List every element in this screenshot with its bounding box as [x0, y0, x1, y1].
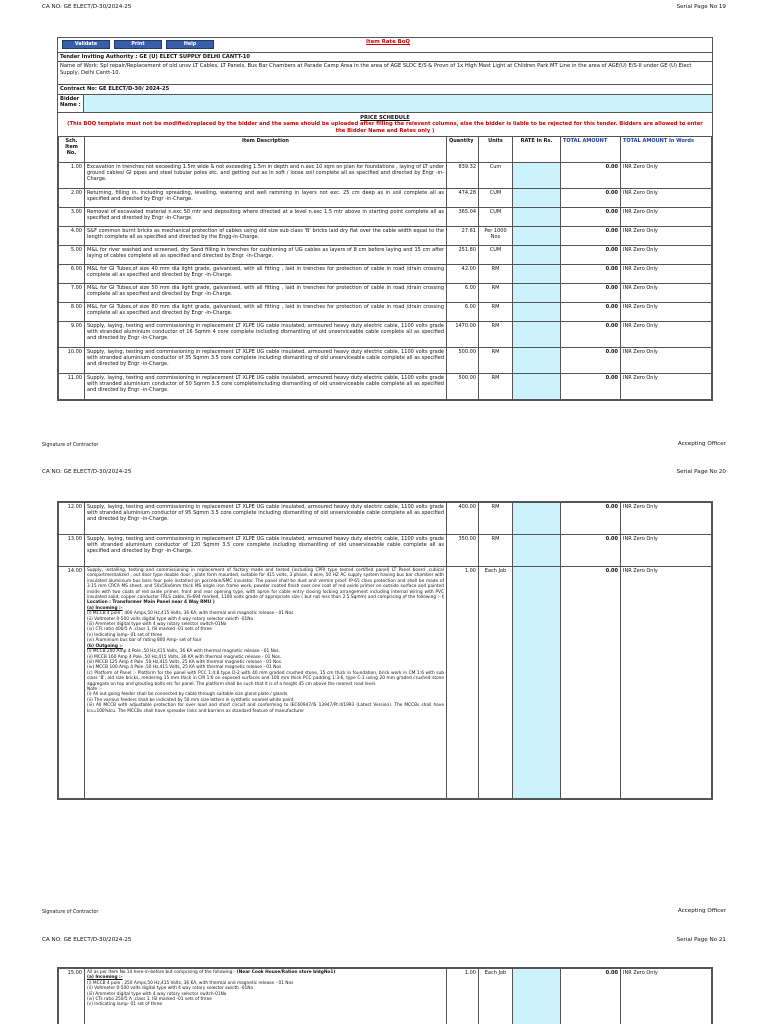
item-number: 10.00 [59, 348, 85, 374]
rate-input[interactable] [513, 208, 561, 227]
item-description: Supply, laying, testing and commissioning in replacement LT XLPE UG cable insulated, armoured heavy duty electric cable, 1100 volts grade with stranded aluminium conductor of 35 Sqmm 3.5 core complete including dismantling of old unserviceable cable complete all as specified and directed by Engr -in-Charge. [85, 348, 447, 374]
col-description: Item Description [85, 137, 447, 163]
item-amount-words: INR Zero Only [621, 503, 712, 535]
rate-input[interactable] [513, 567, 561, 799]
boq-frame [57, 37, 713, 401]
item-quantity: 27.61 [447, 227, 479, 246]
item-amount-words: INR Zero Only [621, 208, 712, 227]
item-unit: RM [479, 535, 513, 567]
item-number: 1.00 [59, 163, 85, 189]
rate-input[interactable] [513, 374, 561, 400]
item-amount-words: INR Zero Only [621, 567, 712, 799]
spec-line: (ii) Voltmeter 0-500 volts digital type with 4 way rotary selector swicth -01No [87, 616, 254, 622]
col-sch-item: Sch. Item No. [59, 137, 85, 163]
item-description: Returning, filling in, including spreading, levelling, watering and well ramming in layers not exc. 25 cm deep as in soil complete all as specified and directed by Engr -in-Charge. [85, 189, 447, 208]
name-of-work: Name of Work: Spl repair/Replacement of old unsv LT Cables, LT Panels, Bus Bar Chambers at Parade Camp Area in the area of AGE SLDC E/S & Provn of 1x High Mast Light at Children Park MT Line in the area of AGE(U) E/S-II under GE (U) Elect Supply, Delhi Cantt-10. [58, 61, 712, 84]
item-total-amount: 0.00 [561, 189, 621, 208]
item-total-amount: 0.00 [561, 227, 621, 246]
ca-number: CA NO: GE ELECT/D-30/2024-25 [42, 4, 132, 10]
table-row [59, 246, 712, 265]
item-total-amount: 0.00 [561, 322, 621, 348]
table-row [59, 503, 712, 535]
spec-line: (i) MCCB 4 pole , 250 Amps,50 Hz,415 Volts, 36 KA, with thermal and magnetic release - 01 Nos [87, 980, 294, 986]
table-row [59, 163, 712, 189]
item-amount-words: INR Zero Only [621, 246, 712, 265]
item-total-amount: 0.00 [561, 284, 621, 303]
item-amount-words: INR Zero Only [621, 189, 712, 208]
spec-line: (a) Incoming :- [87, 975, 123, 981]
ca-number: CA NO: GE ELECT/D-30/2024-25 [42, 937, 132, 943]
item-unit: RM [479, 265, 513, 284]
item-unit: CUM [479, 208, 513, 227]
item-quantity: 474.28 [447, 189, 479, 208]
item-location: (Near Cook House/Ration store bldgNo1) [236, 970, 336, 975]
spec-line: (a) Incoming :- [87, 605, 123, 611]
item-description: M&L for GI Tubes,of size 50 mm dia light grade, galvanised, with all fitting , laid in trenches for protection of cable in road /drain crossing complete all as specified and directed by Engr -in-Charge. [85, 284, 447, 303]
table-header-row [59, 137, 712, 163]
toolbar [58, 38, 712, 52]
rate-input[interactable] [513, 348, 561, 374]
ca-number: CA NO: GE ELECT/D-30/2024-25 [42, 469, 132, 475]
bidder-name-input[interactable] [84, 95, 712, 112]
item-unit: CUM [479, 246, 513, 265]
item-description: M&L for GI Tubes,of size 80 mm dia light grade, galvanised, with all fitting , laid in trenches for protection of cable in road /drain crossing complete all as specified and directed by Engr -in-Charge. [85, 303, 447, 322]
boq-table [58, 136, 712, 400]
price-schedule-title: PRICE SCHEDULE [360, 114, 410, 121]
table-row [59, 284, 712, 303]
item-amount-words: INR Zero Only [621, 163, 712, 189]
item-unit: Each Job [479, 567, 513, 799]
print-button[interactable]: Print [114, 40, 162, 49]
item-unit: RM [479, 503, 513, 535]
table-row [59, 535, 712, 567]
table-row [59, 969, 712, 1024]
table-row [59, 567, 712, 799]
tender-authority: Tender Inviting Authority : GE (U) ELECT SUPPLY DELHI CANTT-10 [58, 52, 712, 61]
item-unit: RM [479, 374, 513, 400]
item-quantity: 365.04 [447, 208, 479, 227]
item-total-amount: 0.00 [561, 969, 621, 1024]
spec-line: (iii) Ammeter digital type with 4 way rotary selector switch-01No [87, 622, 227, 628]
item-quantity: 6.00 [447, 284, 479, 303]
item-location: ( Location : Transformer Main Panel near 4 Way RMU ) [87, 595, 444, 606]
col-rate: RATE In Rs. [513, 137, 561, 163]
bidder-row [58, 94, 712, 112]
item-description: S&F common burnt bricks as mechanical protection of cables using old size sub class 'B' bricks laid dry flat over the cable width equal to the length complete all as specified and directed by the Engg-in-Charge. [85, 227, 447, 246]
item-total-amount: 0.00 [561, 535, 621, 567]
boq-frame [57, 501, 713, 800]
table-body [59, 969, 712, 1024]
price-schedule-header [58, 112, 712, 136]
item-unit: RM [479, 303, 513, 322]
page-header [42, 469, 726, 479]
boq-table [58, 502, 712, 799]
spec-line: (v) Indicating lamp- 01 set of three [87, 1002, 163, 1008]
boq-frame [57, 967, 713, 1024]
validate-button[interactable]: Validate [62, 40, 110, 49]
spec-line: (i) MCCB 4 pole , 400 Amps,50 Hz,415 Volts, 36 KA, with thermal and magnetic release - 01 Nos [87, 611, 294, 617]
item-total-amount: 0.00 [561, 303, 621, 322]
page-header [42, 4, 726, 14]
rate-input[interactable] [513, 969, 561, 1024]
item-description: Supply, laying, testing and commissioning in replacement LT XLPE UG cable insulated, armoured heavy duty electric cable, 1100 volts grade with stranded aluminium conductor of 95 Sqmm 3.5 core complete including dismantling of old unserviceable cable complete all as specified and directed by Engr -in-Charge. [85, 503, 447, 535]
rate-input[interactable] [513, 535, 561, 567]
item-unit: CUM [479, 189, 513, 208]
item-quantity: 1470.00 [447, 322, 479, 348]
item-amount-words: INR Zero Only [621, 348, 712, 374]
item-number: 3.00 [59, 208, 85, 227]
item-unit: RM [479, 284, 513, 303]
table-row [59, 189, 712, 208]
col-total-amount: TOTAL AMOUNT [561, 137, 621, 163]
col-units: Units [479, 137, 513, 163]
item-number: 6.00 [59, 265, 85, 284]
item-amount-words: INR Zero Only [621, 284, 712, 303]
spec-line: (vi) Aluminium bus bar of rating 800 Amp- set of four [87, 638, 202, 644]
rate-input[interactable] [513, 189, 561, 208]
table-row [59, 322, 712, 348]
item-amount-words: INR Zero Only [621, 374, 712, 400]
item-unit: RM [479, 322, 513, 348]
rate-input[interactable] [513, 163, 561, 189]
item-quantity: 1.00 [447, 969, 479, 1024]
spec-line: (iii) MCCB 125 Amp 4 Pole ,50 Hz,415 Volts, 25 KA with thermal magnetic release - 01 Nos. [87, 659, 283, 665]
table-row [59, 208, 712, 227]
table-row [59, 348, 712, 374]
item-number: 2.00 [59, 189, 85, 208]
serial-page: Serial Page No 19 [676, 4, 726, 10]
item-description [85, 567, 447, 799]
table-body [59, 163, 712, 400]
price-schedule-warning: (This BOQ template must not be modified/replaced by the bidder and the same should be uploaded after filling the relevent columns, else the bidder is liable to be rejected for this tender. Bidders are allowed to enter the Bidder Name and Rates only ) [67, 121, 703, 134]
rate-input[interactable] [513, 303, 561, 322]
spec-line: Note :- [87, 686, 102, 692]
item-number: 12.00 [59, 503, 85, 535]
item-unit: RM [479, 348, 513, 374]
item-description [85, 969, 447, 1024]
signature-of-contractor: Signature of Contractor [42, 443, 99, 448]
item-amount-words: INR Zero Only [621, 322, 712, 348]
item-total-amount: 0.00 [561, 348, 621, 374]
serial-page: Serial Page No 21 [676, 937, 726, 943]
spec-line: (iv) MCCB 100 Amp 4 Pole ,50 Hz,415 Volts, 25 KA with thermal magnetic release - 01 Nos [87, 665, 282, 671]
item-total-amount: 0.00 [561, 208, 621, 227]
item-total-amount: 0.00 [561, 374, 621, 400]
spec-line: (ii) MCCB 160 Amp 4 Pole ,50 Hz,415 Volts, 36 KA with thermal magnetic release - 01 Nos. [87, 654, 282, 660]
item-quantity: 500.00 [447, 374, 479, 400]
spec-line: (iv) CTs ratio 400/5 A ,class 1, ISI marked -01 sets of three [87, 627, 212, 633]
spec-line: (i) All out going feeder shall be connected by cable through suitable size gland plate / glands. [87, 692, 289, 698]
item-description: Supply, laying, testing and commissioning in replacement LT XLPE UG cable insulated, armoured heavy duty electric cable, 1100 volts grade with stranded aluminium conductor of 120 Sqmm 3.5 core complete including dismantling of old unserviceable cable complete all as specified and directed by Engr -in-Charge. [85, 535, 447, 567]
item-number: 7.00 [59, 284, 85, 303]
accepting-officer: Accepting Officer [677, 441, 726, 447]
item-intro: Supply, installing, testing and commissioning in replacement of factory made and tested (including CPRI type tested certified panel) LT Panel board ,cubical compartmentalized , out door type double door , plate form mounted, suitable for 415 volts, 3 phase, 4 wire, 50 HZ AC supply system having bus bar chamber with insulated aluminium bus bars four pole installed on porcelain/SMC insulator. The panel shall be dust and vermin proof. IP-65 class protection and shell be made of 3.15 mm CRCA MS sheet, and 50x50x6mm thick MS angle iron frame work, powder coated finish over one coat of red oxide primer on outside surface and painted inside with two coats of red oxide primer, front and rear opening type, with apron for cable entry closing locking arrangement including internal wiring with PVC insulated solid, copper conductor FRLS cable, IS-694 marked, 1100 volts grade of appropriate size ( but not less than 2.5 Sqmm) and comprising of the following :- [87, 568, 444, 601]
item-quantity: 500.00 [447, 348, 479, 374]
table-row [59, 265, 712, 284]
item-description: Removal of excavated material n.exc 50 mtr and depositing where directed at a level n.exc 1.5 mtr above in starting point complete all as specified and directed by Engr -in-Charge. [85, 208, 447, 227]
item-amount-words: INR Zero Only [621, 303, 712, 322]
spec-line: (ii) Voltmeter 0-500 volts digital type with 4 way rotary selector swicth -01No [87, 986, 254, 992]
table-row [59, 374, 712, 400]
table-row [59, 303, 712, 322]
spec-line: (b) Outgoing :- [87, 643, 123, 649]
spec-line: (i) MCCB 200 Amp 4 Pole ,50 Hz,415 Volts, 36 KA with thermal magnetic release - 01 Nos. [87, 649, 281, 655]
spec-line: (ii) The various feeders shall be indicated by 50 mm size letters in synthetic enamel white paint. [87, 697, 295, 703]
accepting-officer: Accepting Officer [677, 908, 726, 914]
contract-no: Contract No: GE ELECT/D-30/ 2024-25 [58, 84, 712, 93]
item-intro: All as per Item No 14 here-in-before but comprising of the following:- [87, 970, 236, 975]
item-total-amount: 0.00 [561, 246, 621, 265]
item-number: 8.00 [59, 303, 85, 322]
item-unit: Cum [479, 163, 513, 189]
item-unit: Per 1000 Nos [479, 227, 513, 246]
item-quantity: 400.00 [447, 503, 479, 535]
help-button[interactable]: Help [166, 40, 214, 49]
item-total-amount: 0.00 [561, 265, 621, 284]
page-header [42, 937, 726, 947]
boq-table [58, 968, 712, 1024]
item-amount-words: INR Zero Only [621, 969, 712, 1024]
item-number: 5.00 [59, 246, 85, 265]
item-quantity: 1.00 [447, 567, 479, 799]
rate-input[interactable] [513, 503, 561, 535]
item-amount-words: INR Zero Only [621, 265, 712, 284]
item-amount-words: INR Zero Only [621, 227, 712, 246]
item-description: Excavation in trenches not exceeding 1.5m wide & not exceeding 1.5m in depth and n.exc 10 sqm on plan for foundations , laying of LT under ground cables/ GI pipes and steel tubular poles etc. and getting out as in soft / loose soil complete all as specified and directed by Engr -in-Charge. [85, 163, 447, 189]
table-row [59, 227, 712, 246]
spec-line: (v) Indicating lamp- 01 set of three [87, 632, 163, 638]
item-description: Supply, laying, testing and commissioning in replacement LT XLPE UG cable insulated, armoured heavy duty electric cable, 1100 volts grade with stranded aluminium conductor of 16 Sqmm 4 core complete including dismantling of old unserviceable cable complete all as specified and directed by Engr -in-Charge. [85, 322, 447, 348]
spec-line: (iii) Ammeter digital type with 4 way rotary selector switch-01No [87, 991, 227, 997]
item-description: M&L for GI Tubes,of size 40 mm dia light grade, galvanised, with all fitting , laid in trenches for protection of cable in road /drain crossing complete all as specified and directed by Engr -in-Charge. [85, 265, 447, 284]
spec-line: (c) Platform of Panel :- Platform for the panel with PCC 1:4:8 type D-2 with 40 mm graded crushed stone, 15 cm thick in foundation, brick work in CM 1:6 with sub class 'B', old size bricks, rendering 15 mm thick in CM 1:6 on exposed surfaces and 100 mm thick PCC padding 1:3:6, type C-1 using 20 mm graded crushed stone aggregate on top and grouting bolts etc for panel. The platform shall be such that it is of a height 45 cm above the nearest road level. [87, 670, 444, 687]
item-number: 11.00 [59, 374, 85, 400]
item-quantity: 350.00 [447, 535, 479, 567]
rate-input[interactable] [513, 284, 561, 303]
item-number: 4.00 [59, 227, 85, 246]
item-unit: Each Job [479, 969, 513, 1024]
spec-line: (iv) CTs ratio 250/5 A ,class 1, ISI marked -01 sets of three [87, 997, 212, 1003]
rate-input[interactable] [513, 246, 561, 265]
item-number: 13.00 [59, 535, 85, 567]
item-amount-words: INR Zero Only [621, 535, 712, 567]
col-amount-words: TOTAL AMOUNT In Words [621, 137, 712, 163]
item-total-amount: 0.00 [561, 503, 621, 535]
item-quantity: 839.32 [447, 163, 479, 189]
bidder-label: Bidder Name : [58, 95, 84, 112]
table-body [59, 503, 712, 799]
item-quantity: 42.00 [447, 265, 479, 284]
item-description: M&L for river washed and screened, dry Sand filling in trenches for cushioning of UG cables as layers of 8 cm before laying and 15 cm after laying of cables complete all as specified and directed by Engr -in-Charge. [85, 246, 447, 265]
item-description: Supply, laying, testing and commissioning in replacement LT XLPE UG cable insulated, armoured heavy duty electric cable, 1100 volts grade with stranded aluminium conductor of 50 Sqmm 3.5 core completeincluding dismantling of old unserviceable cable complete all as specified and directed by Engr -in-Charge. [85, 374, 447, 400]
rate-input[interactable] [513, 322, 561, 348]
col-quantity: Quantity [447, 137, 479, 163]
item-total-amount: 0.00 [561, 163, 621, 189]
item-number: 15.00 [59, 969, 85, 1024]
item-quantity: 251.80 [447, 246, 479, 265]
item-number: 9.00 [59, 322, 85, 348]
item-quantity: 6.00 [447, 303, 479, 322]
rate-input[interactable] [513, 265, 561, 284]
item-number: 14.00 [59, 567, 85, 799]
serial-page: Serial Page No 20 [676, 469, 726, 475]
item-total-amount: 0.00 [561, 567, 621, 799]
boq-title: Item Rate BoQ [365, 39, 411, 45]
signature-of-contractor: Signature of Contractor [42, 910, 99, 915]
rate-input[interactable] [513, 227, 561, 246]
spec-line: (iii) All MCCB with adjustable protection for over load and short circuit and conforming to IEC60947/IS 13947/Pt.II/1993 (Latest Version). The MCCBs shall have Ics=100%Icu. The MCCBs shall have spreader links and barriers as standard feature of manufacturer [87, 703, 444, 714]
